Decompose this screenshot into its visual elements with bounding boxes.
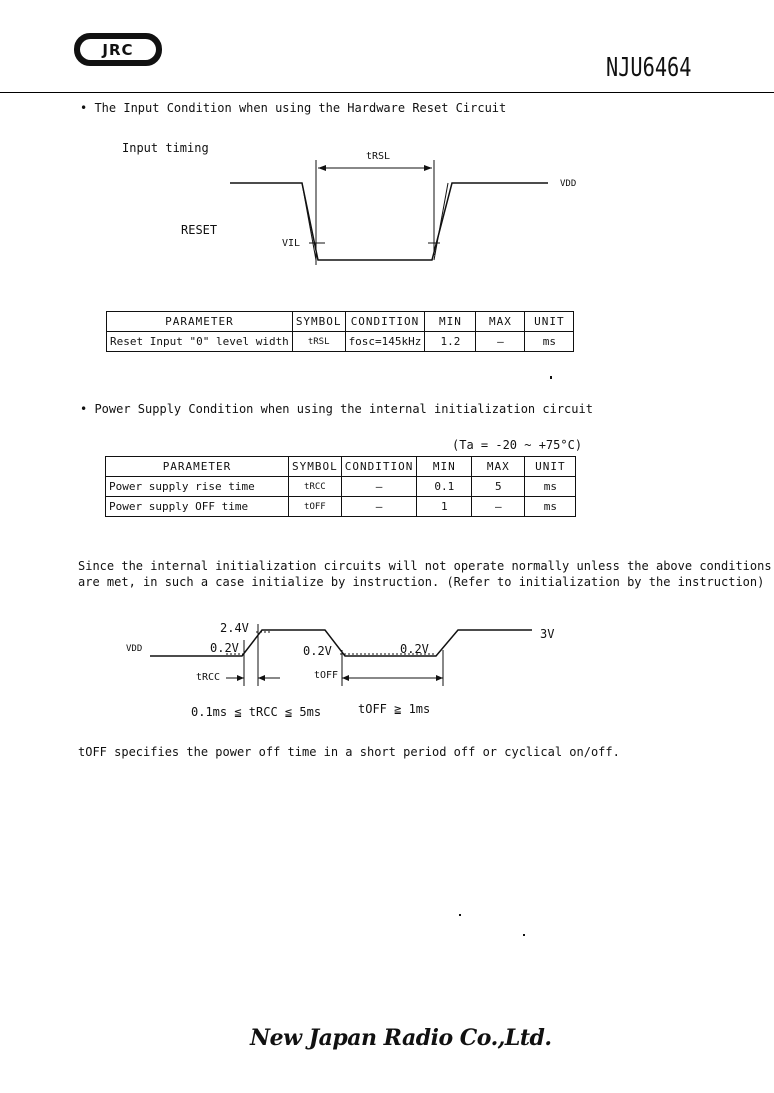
v24-label: 2.4V <box>220 621 249 635</box>
cell-unit: ms <box>525 477 576 497</box>
trsl-label: tRSL <box>366 151 391 162</box>
speck <box>459 914 461 916</box>
reset-rise-edge-b <box>434 183 448 260</box>
cell-unit: ms <box>525 497 576 517</box>
cell-condition: — <box>341 477 417 497</box>
cell-min: 1 <box>417 497 472 517</box>
note-line-1: Since the internal initialization circuits will not operate normally unless the above conditions <box>78 559 772 573</box>
company-footer: New Japan Radio Co.,Ltd. <box>250 1025 552 1051</box>
cell-max: 5 <box>472 477 525 497</box>
cell-symbol: tOFF <box>289 497 342 517</box>
header-unit: UNIT <box>525 312 574 332</box>
toff-label: tOFF <box>314 670 339 681</box>
reset-signal-label: RESET <box>181 223 218 237</box>
cell-min: 0.1 <box>417 477 472 497</box>
header-max: MAX <box>472 457 525 477</box>
speck <box>523 934 525 936</box>
cell-symbol: tRSL <box>292 332 345 352</box>
v02-mid-label: 0.2V <box>303 644 332 658</box>
power-supply-table <box>105 456 576 517</box>
header-min: MIN <box>417 457 472 477</box>
header-parameter: PARAMETER <box>107 312 293 332</box>
reset-waveform <box>230 183 548 260</box>
trcc-label: tRCC <box>196 672 221 683</box>
section1-title: • The Input Condition when using the Hardware Reset Circuit <box>80 101 507 115</box>
header-symbol: SYMBOL <box>292 312 345 332</box>
cell-parameter: Reset Input "0" level width <box>107 332 293 352</box>
cell-parameter: Power supply rise time <box>106 477 289 497</box>
header-condition: CONDITION <box>345 312 425 332</box>
trcc-arrow-right <box>258 675 265 681</box>
trcc-arrow-left <box>237 675 244 681</box>
table-row <box>106 497 576 517</box>
header-condition: CONDITION <box>341 457 417 477</box>
cell-parameter: Power supply OFF time <box>106 497 289 517</box>
header-unit: UNIT <box>525 457 576 477</box>
cell-unit: ms <box>525 332 574 352</box>
reset-fall-edge-b <box>302 183 316 260</box>
cell-max: — <box>476 332 525 352</box>
header-parameter: PARAMETER <box>106 457 289 477</box>
v3-label: 3V <box>540 627 555 641</box>
header-symbol: SYMBOL <box>289 457 342 477</box>
trcc-equation: 0.1ms ≦ tRCC ≦ 5ms <box>191 705 322 719</box>
vil-label: VIL <box>282 238 301 249</box>
toff-equation: tOFF ≧ 1ms <box>358 702 431 716</box>
reset-condition-table <box>106 311 574 352</box>
jrc-logo <box>74 33 162 66</box>
power-timing-diagram <box>0 610 774 725</box>
cell-min: 1.2 <box>425 332 476 352</box>
section2-title: • Power Supply Condition when using the internal initialization circuit <box>80 402 593 416</box>
table-row <box>107 332 574 352</box>
logo-text: JRC <box>80 39 156 60</box>
note-line-2: are met, in such a case initialize by instruction. (Refer to initialization by the instruction) <box>78 575 765 589</box>
toff-arrow-right <box>436 675 443 681</box>
temperature-condition: (Ta = -20 ~ +75°C) <box>452 438 583 452</box>
header-min: MIN <box>425 312 476 332</box>
cell-symbol: tRCC <box>289 477 342 497</box>
v02-left-label: 0.2V <box>210 641 239 655</box>
part-number: NJU6464 <box>606 53 692 83</box>
trsl-arrow-left <box>318 165 326 171</box>
reset-timing-diagram <box>0 130 774 280</box>
vdd-waveform <box>150 630 532 656</box>
header-rule <box>0 92 774 93</box>
diagram-caption: Input timing <box>122 141 209 155</box>
header-max: MAX <box>476 312 525 332</box>
vdd-label: VDD <box>560 179 577 189</box>
v02-right-label: 0.2V <box>400 642 429 656</box>
trsl-arrow-right <box>424 165 432 171</box>
cell-max: — <box>472 497 525 517</box>
speck <box>550 376 552 379</box>
table-row <box>106 477 576 497</box>
cell-condition: fosc=145kHz <box>345 332 425 352</box>
vdd-label: VDD <box>126 644 143 654</box>
toff-arrow-left <box>342 675 349 681</box>
footnote: tOFF specifies the power off time in a short period off or cyclical on/off. <box>78 745 620 759</box>
cell-condition: — <box>341 497 417 517</box>
